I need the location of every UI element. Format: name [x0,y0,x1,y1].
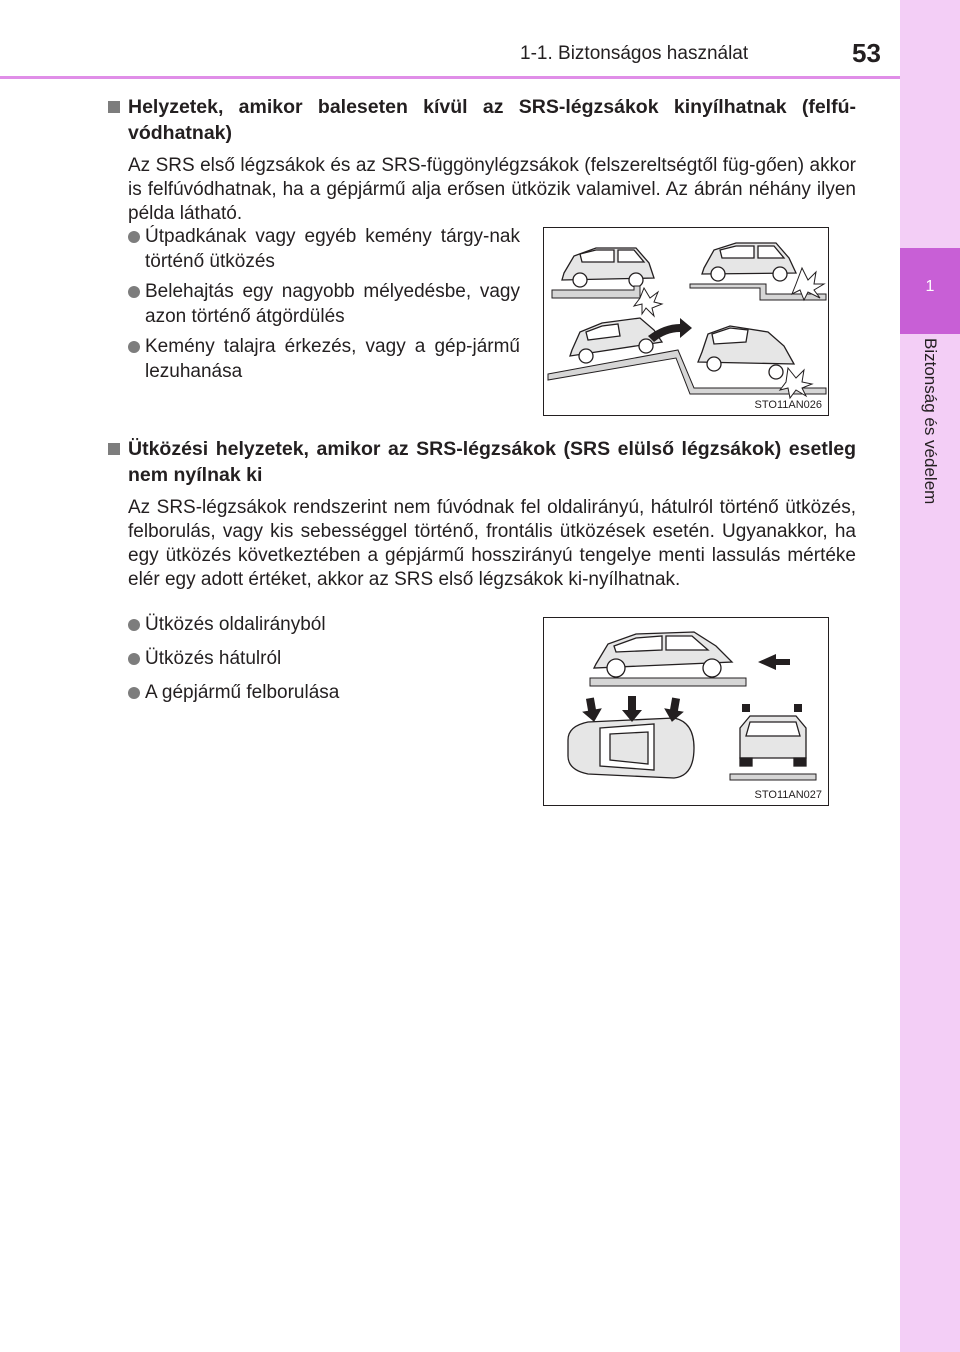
list-item: Kemény talajra érkezés, vagy a gép-jármű lezuhanása [128,334,520,384]
bullet-dot-icon [128,286,140,298]
page-number: 53 [852,38,881,68]
list-item: Ütközés oldalirányból [128,612,520,637]
header-rule [0,76,900,79]
figure-code: STO11AN026 [754,399,822,411]
chapter-tab [900,248,960,334]
section-heading: Helyzetek, amikor baleseten kívül az SRS-légzsákok kinyílhatnak (felfú-vódhatnak) [108,94,856,146]
bullet-dot-icon [128,341,140,353]
figure-non-deploy-cases [543,617,829,806]
bullet-dot-icon [128,653,140,665]
list-item: Belehajtás egy nagyobb mélyedésbe, vagy azon történő átgördülés [128,279,520,329]
list-item: A gépjármű felborulása [128,680,520,705]
bullet-dot-icon [128,231,140,243]
square-bullet-icon [108,443,120,455]
bullet-dot-icon [128,687,140,699]
bullet-dot-icon [128,619,140,631]
list-item: Ütközés hátulról [128,646,520,671]
chapter-label: Biztonság és védelem [921,338,940,505]
car-impact-illustration [544,228,828,415]
section-paragraph: Az SRS-légzsákok rendszerint nem fúvódnak fel oldalirányú, hátulról történő ütközés, felborulás, vagy kis sebességgel történő, frontális ütközések esetén. Ugyanakkor, ha egy ütközés következtében a gépjármű hosszirányú tengelye menti lassulás mértéke elér egy adott értéket, akkor az SRS első légzsákok ki-nyílhatnak. [128,497,856,590]
list-item: Útpadkának vagy egyéb kemény tárgy-nak történő ütközés [128,224,520,274]
section-paragraph: Az SRS első légzsákok és az SRS-függönylégzsákok (felszereltségtől füg-gően) akkor is felfúvódhatnak, ha a gépjármű alja erősen ütközik valamivel. Az ábrán néhány ilyen példa látható. [128,155,856,224]
running-header: 1-1. Biztonságos használat [520,43,749,64]
figure-code: STO11AN027 [754,789,822,801]
section-airbag-deploy [108,94,856,226]
figure-underbody-impacts [543,227,829,416]
side-tab-bar [900,0,960,1352]
car-collision-illustration [544,618,828,805]
section-heading: Ütközési helyzetek, amikor az SRS-légzsákok (SRS elülső légzsákok) esetleg nem nyílnak ki [108,436,856,488]
square-bullet-icon [108,101,120,113]
bullet-list-2 [128,612,520,711]
section-airbag-no-deploy [108,436,856,592]
chapter-number: 1 [925,278,935,295]
bullet-list-1 [128,224,520,390]
